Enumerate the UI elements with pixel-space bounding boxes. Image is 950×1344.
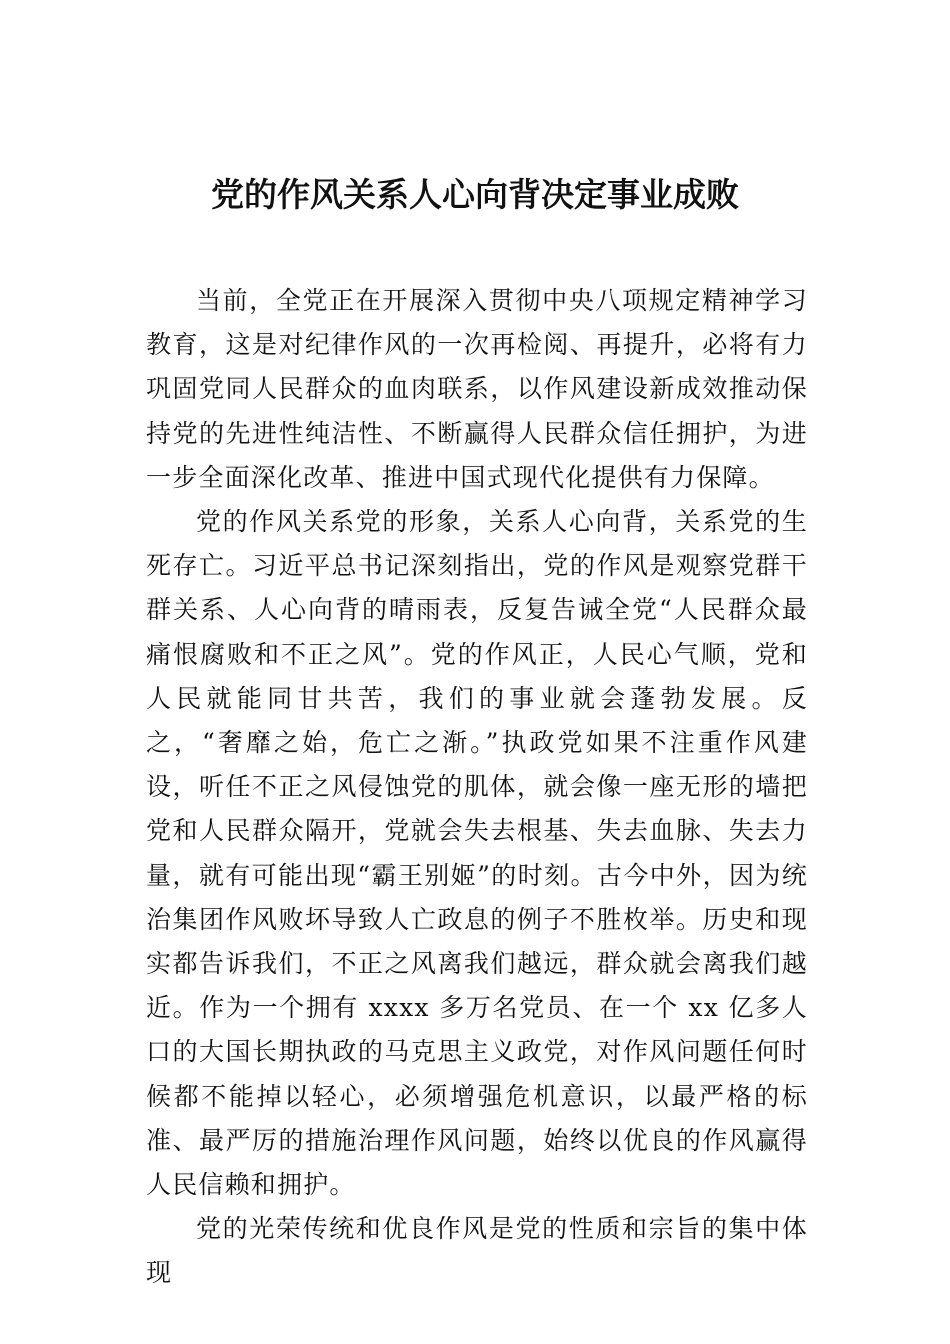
document-body [146, 279, 808, 1296]
paragraph: 当前，全党正在开展深入贯彻中央八项规定精神学习教育，这是对纪律作风的一次再检阅、再提升，必将有力巩固党同人民群众的血肉联系，以作风建设新成效推动保持党的先进性纯洁性、不断赢得人民群众信任拥护，为进一步全面深化改革、推进中国式现代化提供有力保障。 [146, 286, 808, 492]
document-title: 党的作风关系人心向背决定事业成败 [211, 175, 739, 214]
paragraph: 党的光荣传统和优良作风是党的性质和宗旨的集中体现 [146, 1214, 808, 1288]
paragraph: 党的作风关系党的形象，关系人心向背，关系党的生死存亡。习近平总书记深刻指出，党的作风是观察党群干群关系、人心向背的晴雨表，反复告诫全党“人民群众最痛恨腐败和不正之风”。党的作风正，人民心气顺，党和人民就能同甘共苦，我们的事业就会蓬勃发展。反之，“奢靡之始，危亡之渐。”执政党如果不注重作风建设，听任不正之风侵蚀党的肌体，就会像一座无形的墙把党和人民群众隔开，党就会失去根基、失去血脉、失去力量，就有可能出现“霸王别姬”的时刻。古今中外，因为统治集团作风败坏导致人亡政息的例子不胜枚举。历史和现实都告诉我们，不正之风离我们越远，群众就会离我们越近。作为一个拥有 xxxx 多万名党员、在一个 xx 亿多人口的大国长期执政的马克思主义政党，对作风问题任何时候都不能掉以轻心，必须增强危机意识，以最严格的标准、最严厉的措施治理作风问题，始终以优良的作风赢得人民信赖和拥护。 [146, 507, 808, 1200]
